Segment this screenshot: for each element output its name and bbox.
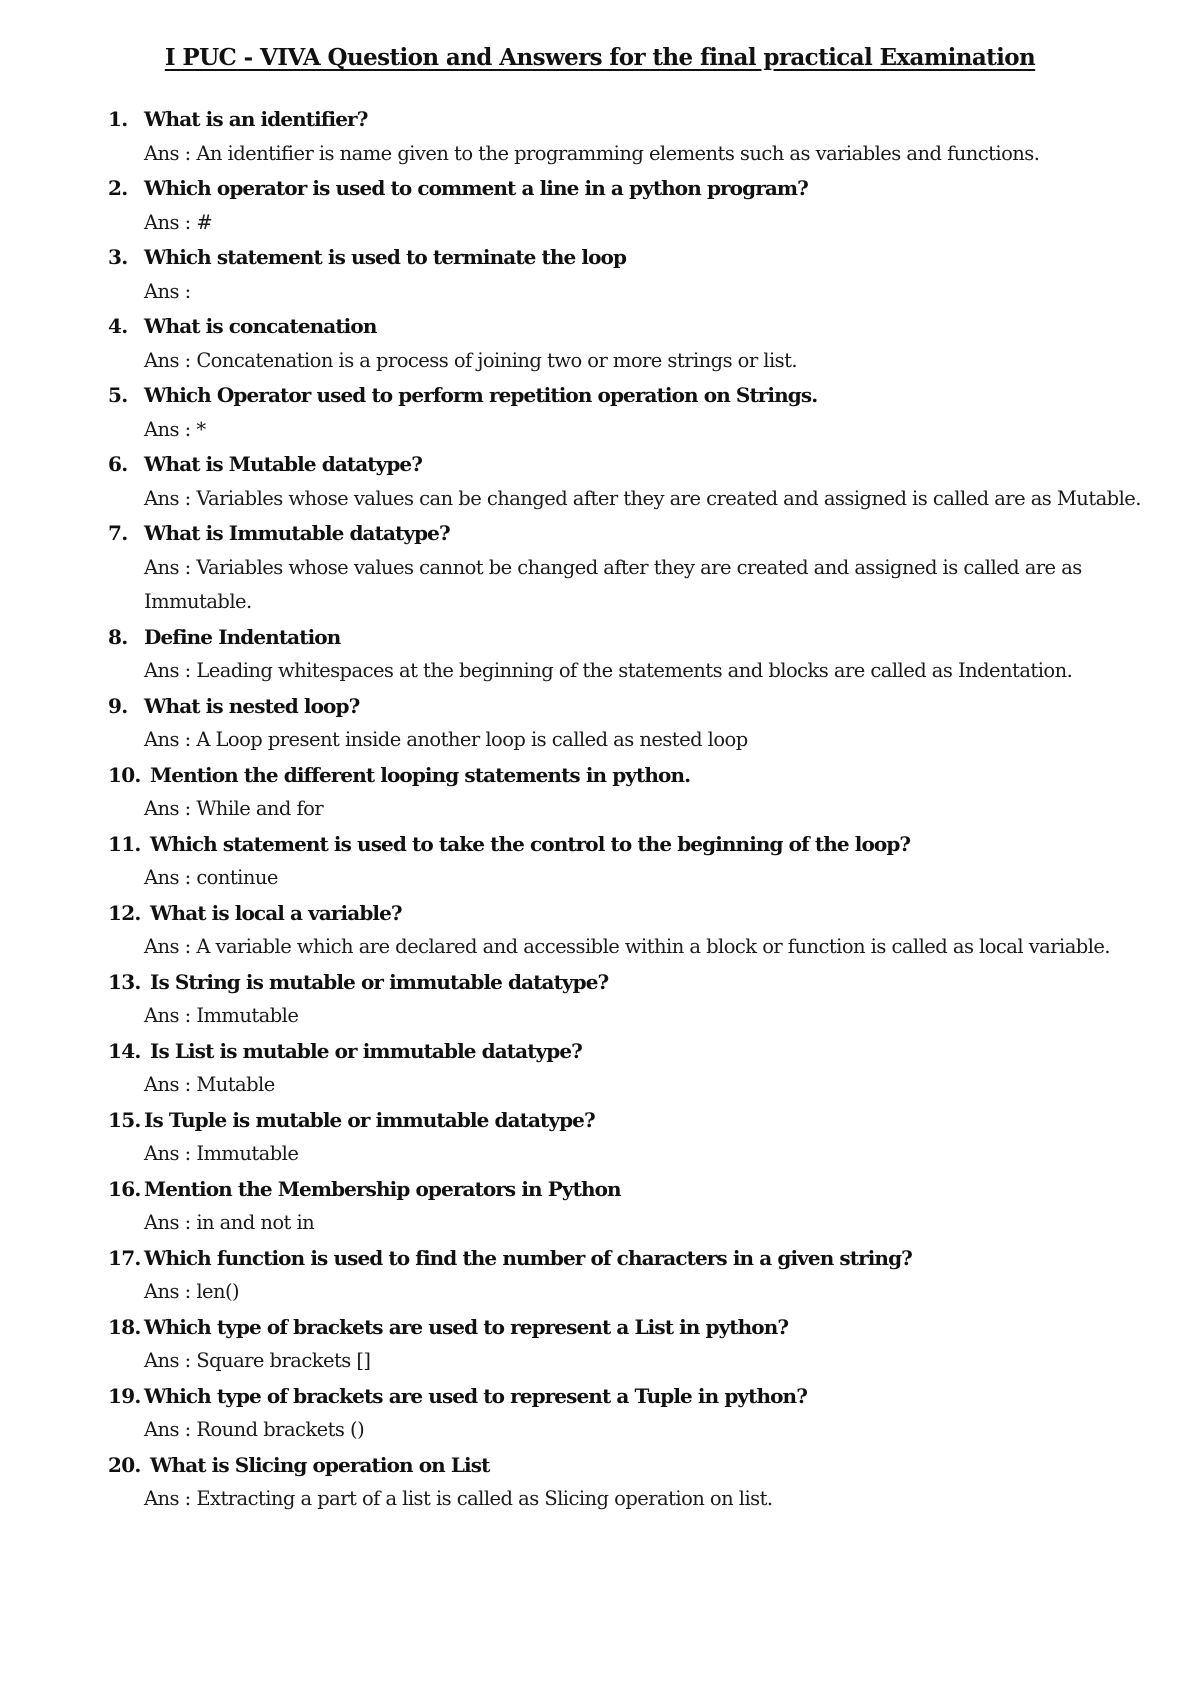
question-text: Which Operator used to perform repetition operation on Strings. [144,383,818,407]
qa-item-1 [108,102,1168,171]
question-text: Which type of brackets are used to represent a Tuple in python? [144,1383,808,1408]
question-number: 5. [108,383,128,407]
qa-item-3 [108,240,1168,309]
answer-text: Ans : * [144,417,206,441]
qa-item-12 [108,896,1168,965]
answer-text: Ans : Leading whitespaces at the beginning of the statements and blocks are called as Indentation. [144,659,1073,682]
answer-text: Ans : in and not in [144,1211,315,1234]
question-number: 4. [108,314,128,338]
question-text: Which type of brackets are used to represent a List in python? [144,1314,789,1339]
answer-text: Ans : continue [144,866,278,889]
question-text: Is Tuple is mutable or immutable datatype? [144,1107,595,1132]
qa-item-7 [108,516,1168,620]
question-text: Is String is mutable or immutable datatype? [150,969,609,994]
question-number: 15. [108,1107,141,1132]
page-title: I PUC - VIVA Question and Answers for the final practical Examination [164,44,1036,71]
answer-text: Ans : Immutable [144,1142,299,1165]
question-number: 12. [108,900,141,925]
question-text: Mention the different looping statements in python. [150,762,691,787]
question-text: Which statement is used to terminate the loop [144,245,627,269]
question-number: 11. [108,831,141,856]
qa-item-20 [108,1448,1168,1517]
answer-text: Ans : [144,279,191,303]
answer-text: Ans : Variables whose values cannot be changed after they are created and assigned is called are as Immutable. [144,555,1082,613]
question-number: 16. [108,1176,141,1201]
question-number: 1. [108,107,128,131]
qa-list [108,102,1168,1517]
qa-item-2 [108,171,1168,240]
question-number: 9. [108,693,128,718]
answer-text: Ans : A Loop present inside another loop is called as nested loop [144,728,748,751]
question-number: 7. [108,521,128,545]
question-text: What is Mutable datatype? [144,452,423,476]
question-number: 2. [108,176,128,200]
question-text: Which statement is used to take the control to the beginning of the loop? [150,831,911,856]
question-text: What is an identifier? [144,107,368,131]
question-text: What is Immutable datatype? [144,521,450,545]
answer-text: Ans : Square brackets [] [144,1349,371,1372]
question-text: What is Slicing operation on List [150,1452,490,1477]
qa-item-4 [108,309,1168,378]
question-number: 6. [108,452,128,476]
qa-item-9 [108,689,1168,758]
answer-text: Ans : # [144,210,213,234]
question-number: 14. [108,1038,141,1063]
question-text: Which operator is used to comment a line in a python program? [144,176,808,200]
question-number: 17. [108,1245,141,1270]
qa-item-5 [108,378,1168,447]
question-number: 8. [108,624,128,649]
question-number: 3. [108,245,128,269]
qa-item-16 [108,1172,1168,1241]
answer-text: Ans : An identifier is name given to the programming elements such as variables and functions. [144,141,1040,165]
qa-item-19 [108,1379,1168,1448]
question-number: 20. [108,1452,141,1477]
question-text: Which function is used to find the number of characters in a given string? [144,1245,912,1270]
answer-text: Ans : Variables whose values can be changed after they are created and assigned is called are as Mutable. [144,486,1141,510]
question-number: 13. [108,969,141,994]
qa-item-15 [108,1103,1168,1172]
qa-item-18 [108,1310,1168,1379]
answer-text: Ans : Round brackets () [144,1418,365,1441]
question-text: What is nested loop? [144,693,360,718]
question-text: What is local a variable? [150,900,402,925]
question-text: Mention the Membership operators in Python [144,1176,621,1201]
qa-item-10 [108,758,1168,827]
answer-text: Ans : Immutable [144,1004,299,1027]
answer-text: Ans : Concatenation is a process of joining two or more strings or list. [144,348,798,372]
question-text: Define Indentation [144,624,341,649]
answer-text: Ans : A variable which are declared and accessible within a block or function is called as local variable. [144,935,1111,958]
question-text: What is concatenation [144,314,377,338]
answer-text: Ans : Mutable [144,1073,275,1096]
qa-item-14 [108,1034,1168,1103]
qa-item-8 [108,620,1168,689]
qa-item-17 [108,1241,1168,1310]
answer-text: Ans : Extracting a part of a list is called as Slicing operation on list. [144,1487,773,1510]
question-number: 19. [108,1383,141,1408]
qa-item-11 [108,827,1168,896]
qa-item-13 [108,965,1168,1034]
question-number: 10. [108,762,141,787]
question-text: Is List is mutable or immutable datatype? [150,1038,582,1063]
answer-text: Ans : While and for [144,797,324,820]
qa-item-6 [108,447,1168,516]
answer-text: Ans : len() [144,1280,240,1303]
question-number: 18. [108,1314,141,1339]
